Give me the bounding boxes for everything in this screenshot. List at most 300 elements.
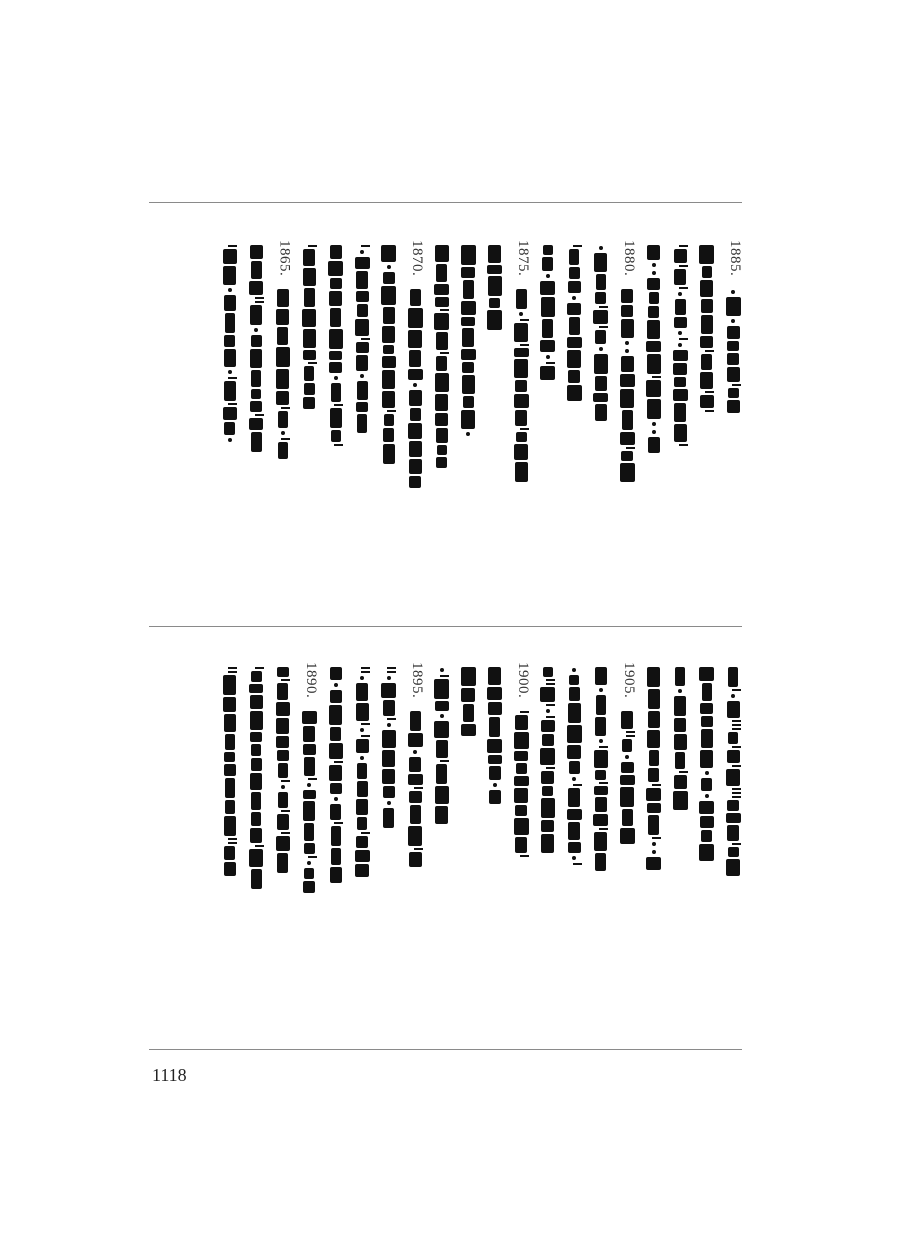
script-glyph xyxy=(462,375,475,394)
script-glyph xyxy=(679,338,688,340)
script-glyph xyxy=(440,668,444,672)
script-glyph xyxy=(514,776,529,786)
text-column xyxy=(351,240,373,510)
script-glyph xyxy=(516,763,527,774)
script-glyph xyxy=(413,750,417,754)
script-glyph xyxy=(224,335,235,347)
script-glyph xyxy=(228,370,232,374)
script-glyph xyxy=(542,319,553,338)
script-glyph xyxy=(251,792,261,810)
script-line xyxy=(618,710,636,845)
script-line xyxy=(353,244,371,434)
script-glyph xyxy=(304,823,314,841)
script-glyph xyxy=(228,438,232,442)
text-column xyxy=(272,240,294,510)
script-glyph xyxy=(674,249,687,263)
script-line xyxy=(671,666,689,811)
script-glyph xyxy=(727,800,739,811)
script-glyph xyxy=(409,441,422,457)
script-glyph xyxy=(569,687,580,701)
script-glyph xyxy=(622,410,633,430)
script-glyph xyxy=(567,809,582,820)
script-glyph xyxy=(727,367,740,382)
script-glyph xyxy=(700,395,714,408)
script-glyph xyxy=(382,356,396,368)
script-glyph xyxy=(594,354,608,374)
script-glyph xyxy=(567,385,582,401)
script-glyph xyxy=(356,703,369,721)
script-glyph xyxy=(387,718,396,720)
script-glyph xyxy=(647,803,661,813)
script-line xyxy=(645,244,663,454)
script-line xyxy=(512,710,530,858)
script-glyph xyxy=(276,702,290,716)
script-glyph xyxy=(731,694,735,698)
script-glyph xyxy=(277,667,289,677)
script-glyph xyxy=(228,667,237,669)
script-glyph xyxy=(621,305,633,317)
script-glyph xyxy=(410,711,421,731)
script-glyph xyxy=(281,780,290,782)
script-glyph xyxy=(488,276,502,296)
script-glyph xyxy=(330,278,342,289)
script-glyph xyxy=(383,700,395,716)
script-glyph xyxy=(228,377,237,379)
script-line xyxy=(406,710,424,868)
script-glyph xyxy=(224,764,236,776)
script-glyph xyxy=(225,778,235,798)
script-glyph xyxy=(435,701,449,711)
script-glyph xyxy=(699,245,714,264)
script-glyph xyxy=(674,734,687,750)
script-glyph xyxy=(329,329,343,349)
script-glyph xyxy=(435,394,448,411)
script-glyph xyxy=(250,245,263,259)
script-glyph xyxy=(302,711,317,724)
script-glyph xyxy=(303,790,316,799)
script-glyph xyxy=(436,764,447,784)
script-glyph xyxy=(652,837,661,839)
script-glyph xyxy=(515,837,527,853)
year-label: 1865. xyxy=(276,240,293,277)
script-line xyxy=(645,666,663,871)
script-glyph xyxy=(281,407,290,409)
script-glyph xyxy=(514,444,528,460)
script-glyph xyxy=(679,771,688,773)
script-glyph xyxy=(674,403,686,422)
script-glyph xyxy=(599,306,608,308)
script-glyph xyxy=(727,701,740,718)
script-glyph xyxy=(541,820,554,832)
script-glyph xyxy=(546,683,555,685)
script-glyph xyxy=(440,352,449,354)
script-glyph xyxy=(540,687,555,702)
script-glyph xyxy=(408,423,422,439)
script-glyph xyxy=(516,289,527,309)
script-glyph xyxy=(732,720,741,722)
script-glyph xyxy=(276,736,289,748)
script-glyph xyxy=(334,797,338,801)
script-glyph xyxy=(435,806,448,824)
script-glyph xyxy=(520,855,529,857)
text-column xyxy=(351,662,373,932)
script-glyph xyxy=(489,298,500,308)
script-line xyxy=(433,666,451,825)
script-glyph xyxy=(255,301,264,303)
script-glyph xyxy=(303,726,315,742)
script-glyph xyxy=(701,716,713,727)
script-glyph xyxy=(383,808,394,828)
script-glyph xyxy=(489,766,501,780)
script-glyph xyxy=(387,667,396,669)
script-glyph xyxy=(303,801,315,821)
script-glyph xyxy=(440,675,449,677)
script-glyph xyxy=(596,274,606,290)
script-glyph xyxy=(488,702,502,715)
script-glyph xyxy=(646,380,661,397)
script-glyph xyxy=(357,763,367,779)
script-glyph xyxy=(360,250,364,254)
script-glyph xyxy=(569,317,580,335)
text-column xyxy=(272,662,294,932)
script-glyph xyxy=(726,297,741,316)
script-glyph xyxy=(648,306,659,318)
script-glyph xyxy=(514,818,529,835)
script-glyph xyxy=(413,383,417,387)
year-label: 1895. xyxy=(409,662,425,699)
script-glyph xyxy=(461,688,475,702)
script-glyph xyxy=(599,782,608,784)
script-glyph xyxy=(569,267,580,279)
script-glyph xyxy=(276,309,289,325)
text-column xyxy=(669,240,691,510)
script-glyph xyxy=(308,778,317,780)
script-glyph xyxy=(360,756,364,760)
text-column xyxy=(643,240,665,510)
year-label: 1880. xyxy=(621,240,637,277)
script-glyph xyxy=(673,350,688,361)
text-column xyxy=(696,662,718,932)
script-glyph xyxy=(626,731,635,733)
script-glyph xyxy=(649,292,659,304)
script-glyph xyxy=(409,476,421,488)
script-glyph xyxy=(360,676,364,680)
script-glyph xyxy=(732,728,741,730)
script-glyph xyxy=(673,363,687,375)
script-glyph xyxy=(331,430,341,442)
script-glyph xyxy=(727,825,739,841)
script-glyph xyxy=(361,667,370,669)
text-column xyxy=(298,240,320,510)
script-glyph xyxy=(329,765,342,781)
script-glyph xyxy=(700,703,713,714)
script-glyph xyxy=(307,783,311,787)
script-glyph xyxy=(599,746,608,748)
script-glyph xyxy=(646,857,661,870)
script-glyph xyxy=(540,281,555,295)
script-glyph xyxy=(228,838,237,840)
script-glyph xyxy=(542,786,553,796)
script-glyph xyxy=(673,791,688,810)
script-glyph xyxy=(461,317,475,326)
script-glyph xyxy=(223,266,236,285)
script-glyph xyxy=(387,723,391,727)
script-glyph xyxy=(647,245,660,260)
script-glyph xyxy=(705,391,714,393)
script-glyph xyxy=(410,805,421,824)
script-glyph xyxy=(360,374,364,378)
script-glyph xyxy=(381,683,396,698)
script-glyph xyxy=(409,459,422,474)
script-glyph xyxy=(409,791,422,803)
script-glyph xyxy=(489,717,500,737)
script-glyph xyxy=(567,350,581,368)
script-glyph xyxy=(276,836,290,851)
script-glyph xyxy=(357,781,368,797)
year-label: 1870. xyxy=(409,240,425,277)
script-glyph xyxy=(732,689,741,691)
script-line xyxy=(539,244,557,381)
script-glyph xyxy=(435,245,449,262)
script-glyph xyxy=(674,424,687,442)
script-glyph xyxy=(278,792,288,808)
script-glyph xyxy=(573,784,582,786)
text-column xyxy=(484,662,506,932)
script-glyph xyxy=(702,683,712,701)
script-glyph xyxy=(382,391,395,408)
script-glyph xyxy=(387,676,391,680)
script-glyph xyxy=(728,732,738,744)
script-glyph xyxy=(546,355,550,359)
script-glyph xyxy=(249,849,263,867)
script-glyph xyxy=(251,869,262,889)
script-glyph xyxy=(228,842,237,844)
script-glyph xyxy=(304,868,314,879)
script-glyph xyxy=(546,709,550,713)
script-glyph xyxy=(541,297,555,317)
script-glyph xyxy=(308,856,317,858)
script-glyph xyxy=(308,362,317,364)
script-glyph xyxy=(621,451,633,461)
script-glyph xyxy=(461,667,476,686)
script-glyph xyxy=(408,733,423,747)
script-glyph xyxy=(546,704,555,706)
script-glyph xyxy=(250,711,263,730)
year-label: 1890. xyxy=(303,662,319,699)
script-line xyxy=(724,288,742,414)
script-glyph xyxy=(520,711,529,713)
script-glyph xyxy=(414,848,423,850)
script-glyph xyxy=(652,263,656,267)
script-glyph xyxy=(224,846,235,860)
script-glyph xyxy=(356,355,368,371)
script-glyph xyxy=(251,335,262,347)
script-glyph xyxy=(622,739,632,752)
script-glyph xyxy=(276,347,290,367)
script-glyph xyxy=(567,725,582,743)
script-glyph xyxy=(357,817,367,830)
script-glyph xyxy=(569,249,579,265)
script-glyph xyxy=(303,268,316,286)
script-glyph xyxy=(228,245,237,247)
script-glyph xyxy=(519,312,523,316)
script-glyph xyxy=(674,775,687,789)
script-glyph xyxy=(652,430,656,434)
script-glyph xyxy=(699,667,714,681)
script-glyph xyxy=(648,768,659,782)
script-glyph xyxy=(383,307,395,324)
script-glyph xyxy=(599,347,603,351)
script-glyph xyxy=(330,727,341,741)
script-glyph xyxy=(277,814,289,830)
script-glyph xyxy=(387,671,396,673)
script-glyph xyxy=(383,272,395,284)
script-glyph xyxy=(594,786,608,795)
script-glyph xyxy=(514,732,529,749)
script-glyph xyxy=(652,784,661,786)
text-column xyxy=(457,662,479,932)
script-glyph xyxy=(281,785,285,789)
script-glyph xyxy=(620,432,635,445)
script-glyph xyxy=(732,796,741,798)
script-glyph xyxy=(568,281,581,293)
script-glyph xyxy=(621,319,634,338)
script-glyph xyxy=(701,354,712,370)
script-glyph xyxy=(277,289,289,307)
script-glyph xyxy=(626,735,635,737)
script-glyph xyxy=(726,859,740,876)
script-glyph xyxy=(593,393,608,402)
script-glyph xyxy=(678,689,682,693)
script-glyph xyxy=(567,303,581,315)
script-glyph xyxy=(357,381,368,400)
script-glyph xyxy=(281,810,290,812)
script-glyph xyxy=(437,445,447,455)
script-glyph xyxy=(487,687,502,700)
script-glyph xyxy=(356,836,368,848)
script-line xyxy=(486,666,504,805)
script-glyph xyxy=(278,442,288,459)
script-glyph xyxy=(361,832,370,834)
script-glyph xyxy=(251,758,262,771)
script-glyph xyxy=(701,315,713,334)
script-glyph xyxy=(304,366,314,381)
script-line xyxy=(592,244,610,422)
text-column xyxy=(537,240,559,510)
script-glyph xyxy=(303,249,315,266)
script-glyph xyxy=(463,280,474,299)
script-glyph xyxy=(701,729,713,748)
script-glyph xyxy=(675,299,686,315)
script-glyph xyxy=(731,290,735,294)
script-line xyxy=(698,666,716,862)
script-glyph xyxy=(435,786,449,804)
script-glyph xyxy=(303,350,316,360)
script-glyph xyxy=(546,716,555,718)
script-glyph xyxy=(330,690,342,703)
middle-rule xyxy=(149,626,742,627)
script-glyph xyxy=(461,301,476,315)
script-glyph xyxy=(595,797,607,812)
script-glyph xyxy=(461,724,476,736)
script-glyph xyxy=(594,832,607,851)
script-glyph xyxy=(225,800,235,814)
script-glyph xyxy=(330,867,342,883)
script-glyph xyxy=(356,683,368,701)
script-glyph xyxy=(647,399,661,419)
script-glyph xyxy=(546,274,550,278)
script-glyph xyxy=(436,264,447,282)
script-glyph xyxy=(302,309,316,327)
script-line xyxy=(406,288,424,489)
script-glyph xyxy=(461,349,476,360)
script-glyph xyxy=(678,331,682,335)
text-column xyxy=(643,662,665,932)
script-glyph xyxy=(572,668,576,672)
script-glyph xyxy=(701,830,712,842)
script-glyph xyxy=(436,356,447,371)
script-glyph xyxy=(520,428,529,430)
script-glyph xyxy=(356,291,369,302)
script-glyph xyxy=(408,369,423,380)
script-glyph xyxy=(281,832,290,834)
script-glyph xyxy=(540,748,555,765)
script-glyph xyxy=(408,774,423,785)
script-glyph xyxy=(705,794,709,798)
script-glyph xyxy=(251,432,262,452)
page-number: 1118 xyxy=(152,1065,187,1085)
script-glyph xyxy=(625,755,629,759)
text-column xyxy=(219,662,241,932)
script-line xyxy=(274,288,292,460)
script-glyph xyxy=(546,767,555,769)
text-column xyxy=(722,240,744,510)
script-glyph xyxy=(648,689,660,709)
script-glyph xyxy=(334,822,343,824)
script-glyph xyxy=(731,319,735,323)
script-glyph xyxy=(435,373,449,392)
script-glyph xyxy=(250,695,263,709)
script-glyph xyxy=(700,280,713,297)
script-glyph xyxy=(543,667,553,677)
script-glyph xyxy=(489,790,501,804)
script-glyph xyxy=(331,826,341,846)
script-glyph xyxy=(436,740,448,758)
script-glyph xyxy=(732,724,741,726)
script-glyph xyxy=(250,732,262,742)
script-glyph xyxy=(700,816,714,828)
script-glyph xyxy=(594,253,607,272)
script-glyph xyxy=(304,383,315,395)
script-glyph xyxy=(308,245,317,247)
script-glyph xyxy=(435,297,449,307)
script-glyph xyxy=(281,431,285,435)
year-label: 1900. xyxy=(515,662,531,699)
script-glyph xyxy=(726,769,740,786)
script-glyph xyxy=(595,376,607,391)
script-glyph xyxy=(224,349,236,367)
script-glyph xyxy=(572,856,576,860)
script-glyph xyxy=(277,327,288,345)
script-glyph xyxy=(251,812,261,826)
script-line xyxy=(459,244,477,438)
script-glyph xyxy=(595,667,607,685)
script-glyph xyxy=(361,723,370,725)
script-glyph xyxy=(674,317,687,328)
script-glyph xyxy=(461,267,475,278)
script-glyph xyxy=(463,704,474,722)
script-glyph xyxy=(567,337,582,348)
